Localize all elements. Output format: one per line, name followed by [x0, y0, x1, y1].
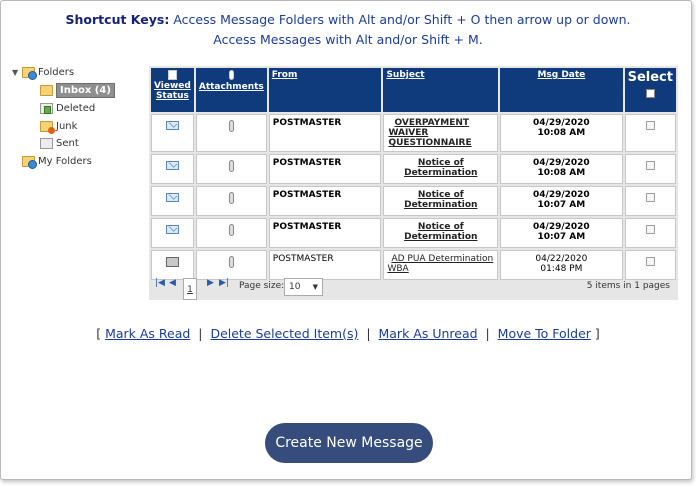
select-cell	[625, 114, 676, 152]
deleted-folder-icon	[40, 103, 53, 114]
tree-item-deleted[interactable]	[40, 100, 95, 116]
page-number-button[interactable]: 1	[183, 278, 197, 300]
prev-page-icon[interactable]: ◀	[169, 278, 176, 288]
shortcut-label: Shortcut Keys:	[65, 12, 170, 27]
time-text: 10:07 AM	[537, 200, 586, 210]
subject-link[interactable]: OVERPAYMENT WAIVER QUESTIONNAIRE	[388, 118, 472, 148]
delete-selected-link[interactable]: Delete Selected Item(s)	[210, 326, 359, 341]
date-text: 04/29/2020	[533, 158, 590, 168]
attachment-cell	[196, 186, 267, 216]
time-text: 10:07 AM	[537, 232, 586, 242]
items-count-text: 5 items in 1 pages	[586, 281, 670, 291]
junk-folder-icon	[40, 121, 53, 132]
select-all-checkbox[interactable]	[646, 89, 655, 98]
from-header[interactable]: From	[269, 68, 382, 112]
viewed-status-header[interactable]	[151, 68, 194, 112]
row-checkbox[interactable]	[646, 193, 655, 202]
last-page-icon[interactable]: ▶|	[219, 278, 229, 288]
time-text: 10:08 AM	[537, 128, 586, 138]
subject-cell	[383, 154, 498, 184]
select-header	[625, 68, 676, 112]
unread-envelope-icon	[166, 161, 179, 170]
sent-folder-icon	[40, 138, 53, 149]
subject-header[interactable]: Subject	[383, 68, 498, 112]
unread-envelope-icon	[166, 193, 179, 202]
tree-item-label: My Folders	[38, 155, 92, 167]
row-checkbox[interactable]	[646, 161, 655, 170]
msg-date-header[interactable]: Msg Date	[500, 68, 622, 112]
paperclip-icon	[229, 70, 234, 80]
row-checkbox[interactable]	[646, 257, 655, 266]
from-cell: POSTMASTER	[269, 186, 382, 216]
tree-item-label: Deleted	[56, 102, 96, 114]
unread-envelope-icon	[166, 225, 179, 234]
mark-as-unread-link[interactable]: Mark As Unread	[378, 326, 478, 341]
paperclip-icon	[229, 256, 234, 268]
attachment-cell	[196, 218, 267, 248]
table-row[interactable]	[151, 218, 676, 248]
tree-item-label: Sent	[56, 137, 79, 149]
viewed-status-cell	[151, 186, 194, 216]
tree-root-folders[interactable]	[12, 64, 74, 80]
date-text: 04/22/2020	[535, 254, 588, 264]
select-cell	[625, 186, 676, 216]
pager	[149, 271, 678, 299]
tree-item-sent[interactable]	[40, 135, 79, 151]
header-label: Viewed Status	[154, 81, 191, 101]
paperclip-icon	[229, 160, 234, 172]
from-cell: POSTMASTER	[269, 154, 382, 184]
from-cell: POSTMASTER	[269, 250, 382, 280]
shortcut-folders-text: Access Message Folders with Alt and/or Shift + O then arrow up or down.	[173, 12, 631, 27]
read-envelope-icon	[166, 257, 179, 267]
date-cell	[500, 186, 622, 216]
table-header-row	[151, 68, 676, 112]
date-text: 04/29/2020	[533, 190, 590, 200]
date-text: 04/29/2020	[533, 118, 590, 128]
row-checkbox[interactable]	[646, 225, 655, 234]
subject-cell	[383, 218, 498, 248]
subject-link[interactable]: Notice of Determination	[404, 222, 478, 242]
subject-cell	[383, 186, 498, 216]
subject-cell	[383, 114, 498, 152]
paperclip-icon	[229, 120, 234, 132]
my-folders-icon	[22, 156, 35, 167]
message-table	[149, 66, 678, 282]
page-size-value: 10	[289, 282, 301, 292]
shortcut-line-2: Access Messages with Alt and/or Shift + M.	[213, 32, 483, 47]
header-label: Select	[627, 70, 673, 85]
table-row[interactable]	[151, 186, 676, 216]
table-row[interactable]	[151, 114, 676, 152]
date-text: 04/29/2020	[533, 222, 590, 232]
from-cell: POSTMASTER	[269, 114, 382, 152]
page-size-select[interactable]	[284, 278, 323, 296]
date-cell	[500, 218, 622, 248]
viewed-status-cell	[151, 114, 194, 152]
folders-icon	[22, 67, 35, 78]
table-row[interactable]	[151, 154, 676, 184]
tree-item-junk[interactable]	[40, 118, 77, 134]
unread-envelope-icon	[166, 121, 179, 130]
expand-toggle-icon[interactable]: ▼	[12, 67, 19, 77]
date-cell	[500, 114, 622, 152]
viewed-status-cell	[151, 154, 194, 184]
time-text: 10:08 AM	[537, 168, 586, 178]
message-grid	[149, 66, 678, 300]
attachments-header[interactable]	[196, 68, 267, 112]
tree-item-inbox[interactable]	[40, 82, 115, 98]
tree-root-label: Folders	[38, 66, 75, 78]
action-links: [ Mark As Read | Delete Selected Item(s) | Mark As Unread | Move To Folder ]	[96, 326, 600, 341]
paperclip-icon	[229, 192, 234, 204]
select-cell	[625, 154, 676, 184]
select-cell	[625, 218, 676, 248]
subject-link[interactable]: Notice of Determination	[404, 158, 478, 178]
paperclip-icon	[229, 224, 234, 236]
inbox-folder-icon	[40, 85, 53, 96]
tree-item-label: Junk	[56, 120, 78, 132]
row-checkbox[interactable]	[646, 121, 655, 130]
create-new-message-button[interactable]: Create New Message	[265, 423, 433, 463]
move-to-folder-link[interactable]: Move To Folder	[497, 326, 591, 341]
attachment-cell	[196, 154, 267, 184]
date-cell	[500, 154, 622, 184]
subject-link[interactable]: AD PUA Determination WBA	[387, 254, 494, 274]
tree-item-label: Inbox (4)	[56, 83, 115, 98]
mark-as-read-link[interactable]: Mark As Read	[105, 326, 191, 341]
chevron-down-icon: ▼	[312, 283, 318, 291]
attachment-cell	[196, 114, 267, 152]
subject-link[interactable]: Notice of Determination	[404, 190, 478, 210]
tree-item-my-folders[interactable]	[22, 153, 92, 169]
from-cell: POSTMASTER	[269, 218, 382, 248]
next-page-icon[interactable]: ▶	[207, 278, 214, 288]
page-size-label: Page size:	[239, 281, 285, 291]
first-page-icon[interactable]: |◀	[155, 278, 165, 288]
header-label: Attachments	[198, 82, 264, 92]
document-icon	[168, 70, 177, 80]
viewed-status-cell	[151, 218, 194, 248]
shortcut-line-1	[0, 10, 696, 30]
time-text: 01:48 PM	[540, 264, 583, 274]
